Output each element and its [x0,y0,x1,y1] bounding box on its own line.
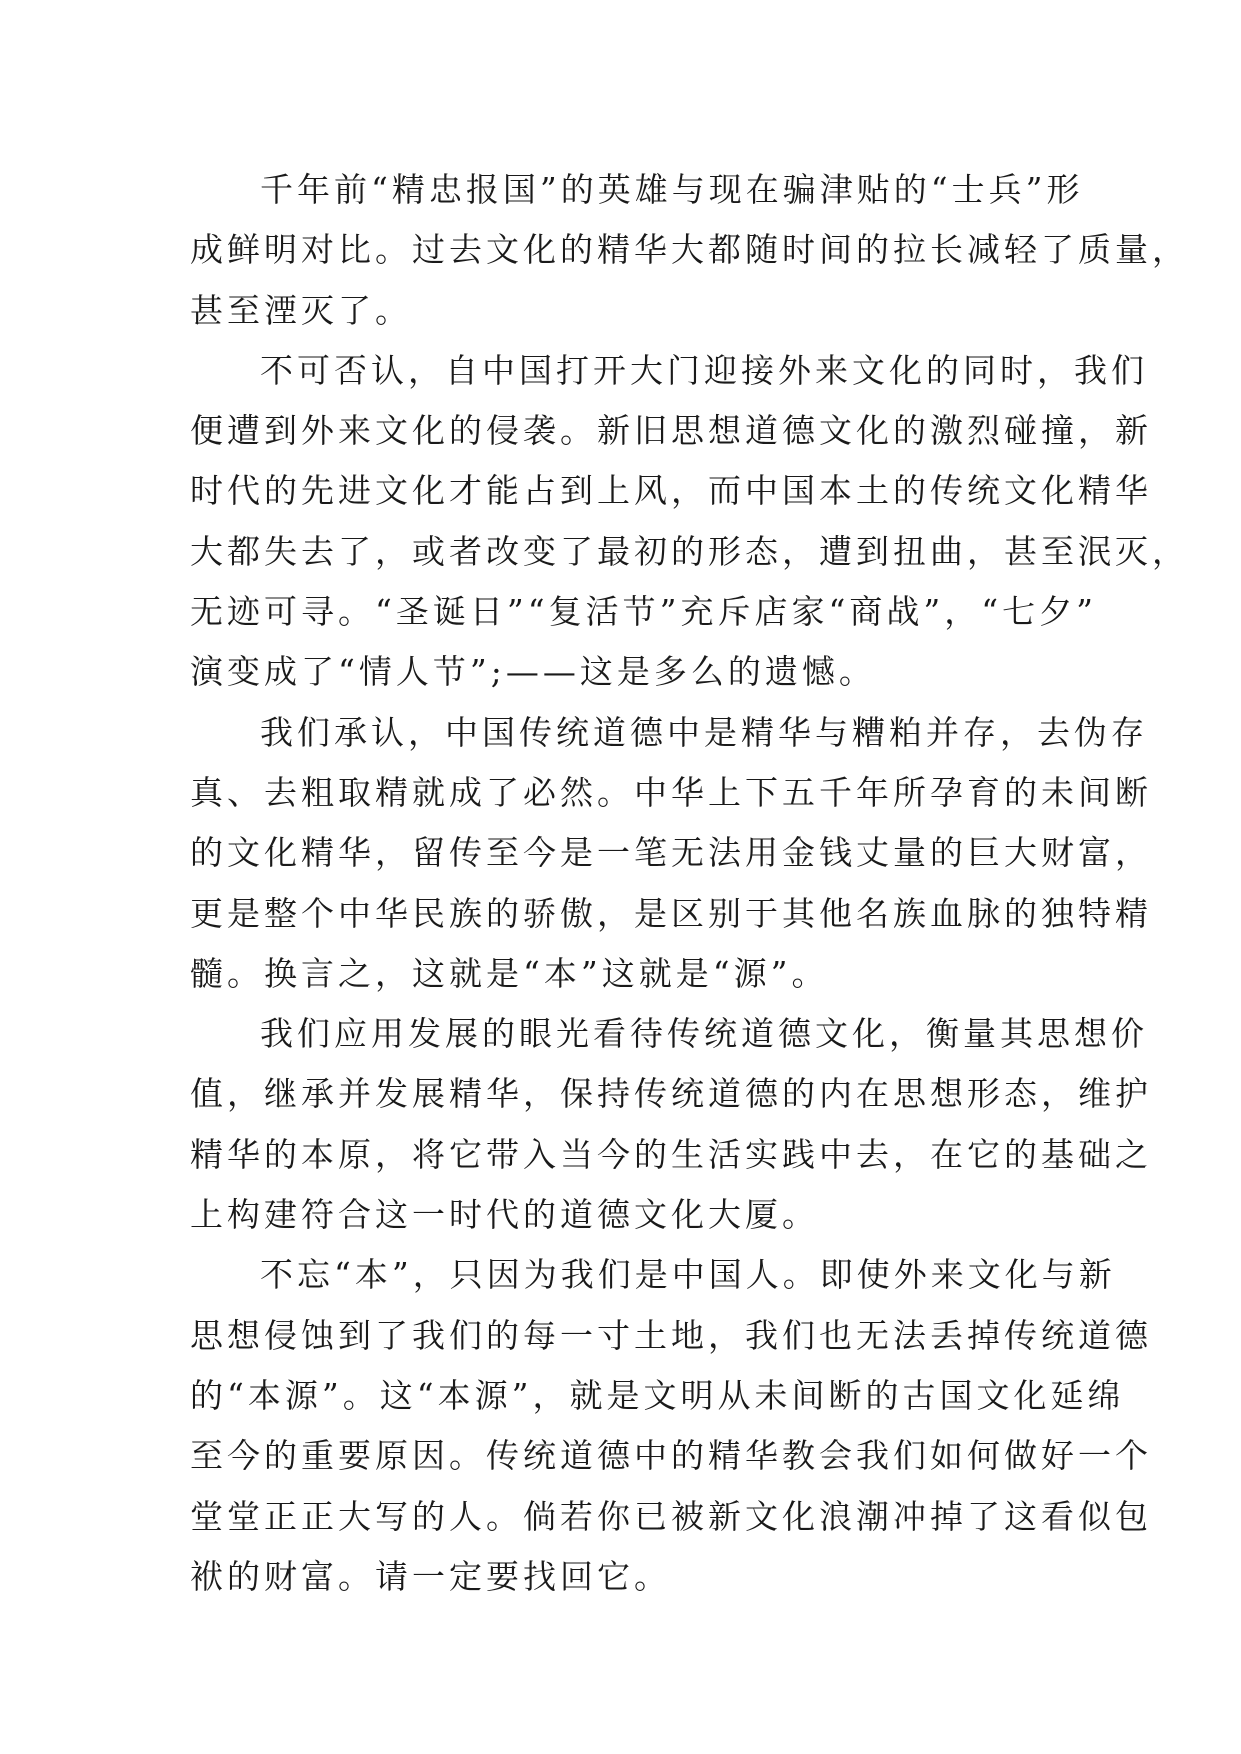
essay-body [190,160,1189,1607]
paragraph-5 [190,1245,1152,1607]
text-line: 更是整个中华民族的骄傲，是区别于其他名族血脉的独特精 [190,893,1152,933]
text-line: 的“本源”。这“本源”，就是文明从未间断的古国文化延绵 [190,1375,1125,1415]
text-line: 甚至湮灭了。 [190,290,412,330]
text-line: 便遭到外来文化的侵袭。新旧思想道德文化的激烈碰撞，新 [190,411,1152,451]
text-line: 值，继承并发展精华，保持传统道德的内在思想形态，维护 [190,1074,1152,1114]
text-line: 大都失去了，或者改变了最初的形态，遭到扭曲，甚至泯灭， [190,531,1189,571]
text-line: 不忘“本”，只因为我们是中国人。即使外来文化与新 [260,1255,1116,1295]
paragraph-3 [190,703,1152,1004]
text-line: 我们应用发展的眼光看待传统道德文化，衡量其思想价 [260,1014,1148,1054]
text-line: 我们承认，中国传统道德中是精华与糟粕并存，去伪存 [260,712,1148,752]
text-line: 的文化精华，留传至今是一笔无法用金钱丈量的巨大财富， [190,833,1152,873]
text-line: 不可否认，自中国打开大门迎接外来文化的同时，我们 [260,350,1148,390]
paragraph-2 [190,341,1189,703]
text-line: 髓。换言之，这就是“本”这就是“源”。 [190,953,829,993]
paragraph-1 [190,160,1189,341]
text-line: 演变成了“情人节”;——这是多么的遗憾。 [190,652,876,692]
text-line: 千年前“精忠报国”的英雄与现在骗津贴的“士兵”形 [260,170,1084,209]
text-line: 思想侵蚀到了我们的每一寸土地，我们也无法丢掉传统道德 [190,1315,1152,1355]
text-line: 真、去粗取精就成了必然。中华上下五千年所孕育的未间断 [190,772,1152,812]
text-line: 精华的本原，将它带入当今的生活实践中去，在它的基础之 [190,1134,1152,1174]
text-line: 上构建符合这一时代的道德文化大厦。 [190,1195,819,1235]
text-line: 袱的财富。请一定要找回它。 [190,1556,671,1596]
paragraph-4 [190,1004,1152,1245]
text-line: 至今的重要原因。传统道德中的精华教会我们如何做好一个 [190,1436,1152,1476]
text-line: 成鲜明对比。过去文化的精华大都随时间的拉长减轻了质量， [190,230,1189,270]
text-line: 堂堂正正大写的人。倘若你已被新文化浪潮冲掉了这看似包 [190,1496,1152,1536]
text-line: 无迹可寻。“圣诞日”“复活节”充斥店家“商战”，“七夕” [190,592,1097,632]
text-line: 时代的先进文化才能占到上风，而中国本土的传统文化精华 [190,471,1152,511]
